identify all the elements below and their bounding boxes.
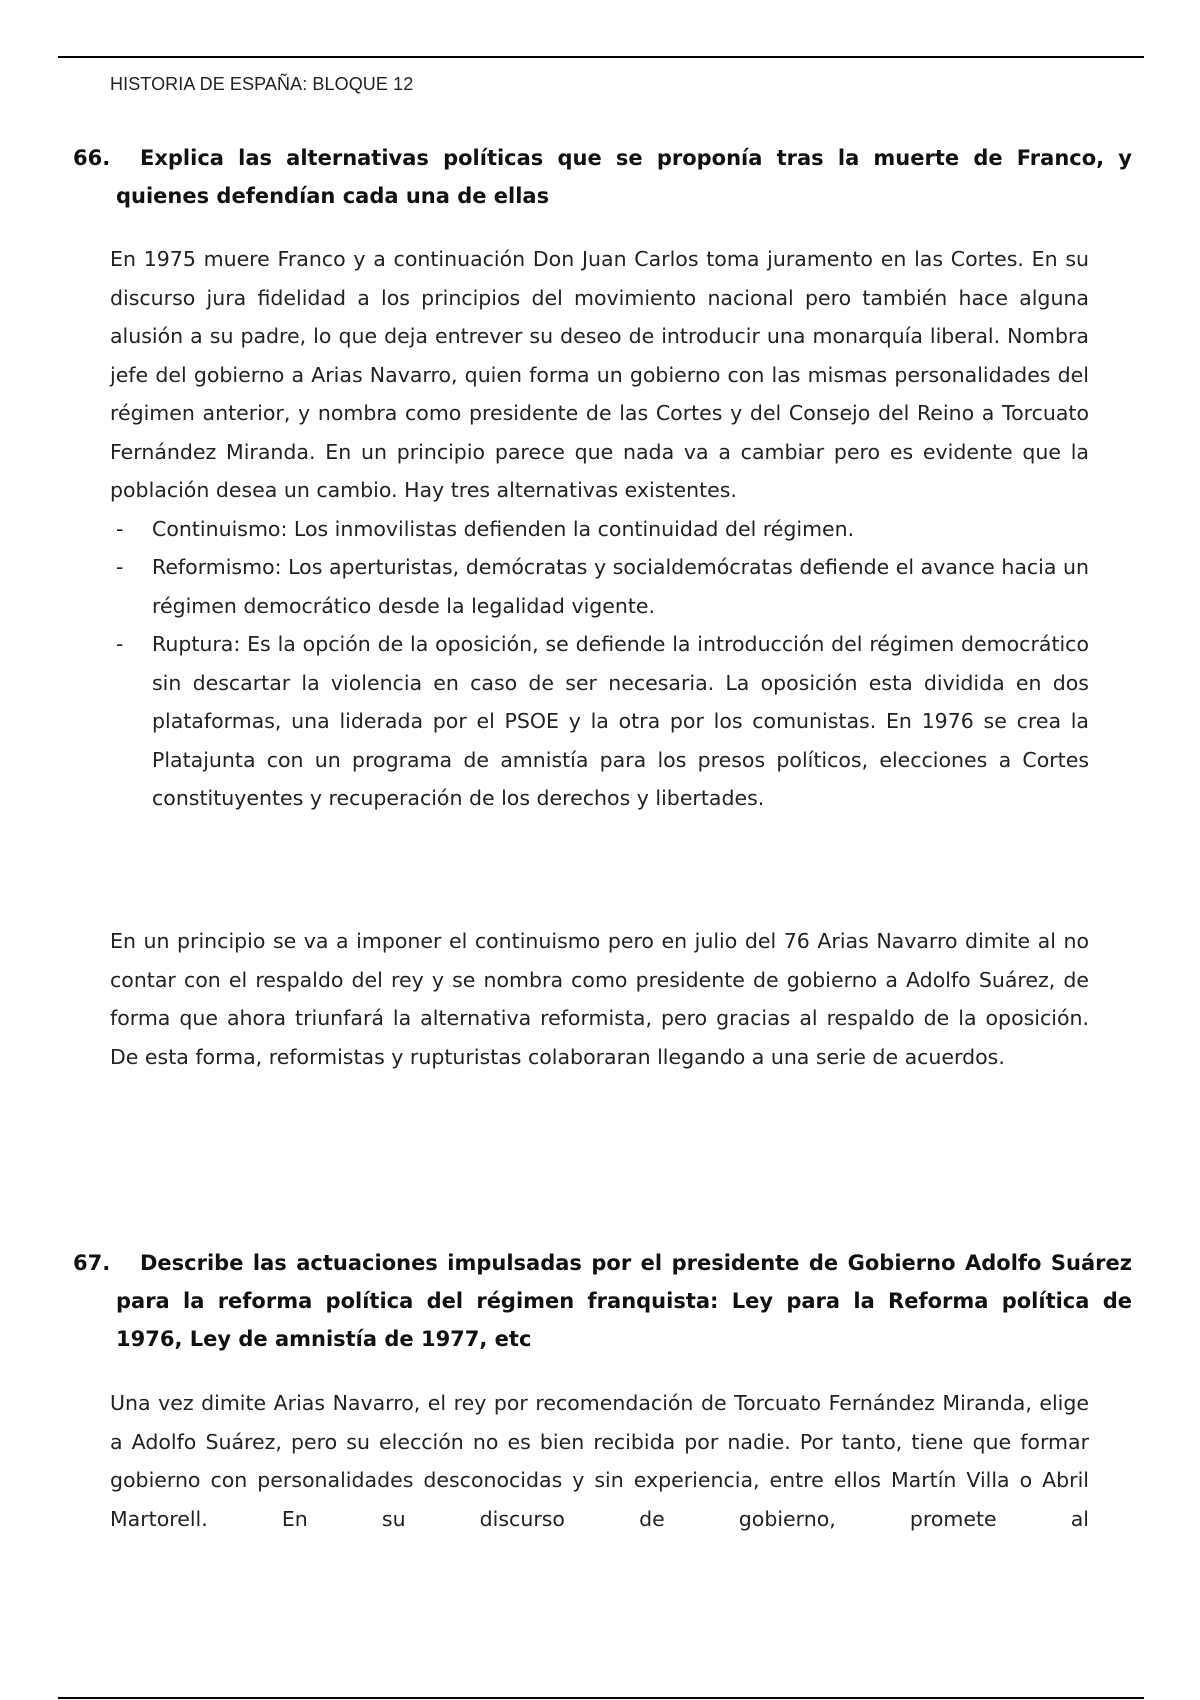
question-66-text: Explica las alternativas políticas que se proponía tras la muerte de Franco, y quienes defendían cada una de ellas — [116, 146, 1132, 208]
answer-67-text: Una vez dimite Arias Navarro, el rey por recomendación de Torcuato Fernández Miranda, elige a Adolfo Suárez, pero su elección no es bien recibida por nadie. Por tanto, tiene que formar gobierno con personalidades desconocidas y sin experiencia, entre ellos Martín Villa o Abril Martorell. En su discurso de gobierno, promete al — [110, 1391, 1089, 1531]
list-item-text: Reformismo: Los aperturistas, demócratas y socialdemócratas defiende el avance hacia un régimen democrático desde la legalidad vigente. — [152, 555, 1089, 618]
answer-66 — [110, 240, 1089, 818]
list-item — [110, 625, 1089, 818]
list-item — [110, 510, 1089, 549]
answer-66-conclusion — [110, 922, 1089, 1076]
list-bullet: - — [116, 632, 124, 656]
alternatives-list — [110, 510, 1089, 818]
question-67-text: Describe las actuaciones impulsadas por el presidente de Gobierno Adolfo Suárez para la reforma política del régimen franquista: Ley para la Reforma política de 1976, Ley de amnistía de 1977, etc — [116, 1251, 1132, 1351]
list-bullet: - — [116, 555, 124, 579]
question-67-number: 67. — [73, 1251, 111, 1275]
answer-67 — [110, 1384, 1089, 1538]
list-item-text: Ruptura: Es la opción de la oposición, se defiende la introducción del régimen democrático sin descartar la violencia en caso de ser necesaria. La oposición esta dividida en dos plataformas, una liderada por el PSOE y la otra por los comunistas. En 1976 se crea la Platajunta con un programa de amnistía para los presos políticos, elecciones a Cortes constituyentes y recuperación de los derechos y libertades. — [152, 632, 1089, 810]
list-bullet: - — [116, 516, 124, 541]
list-item — [110, 548, 1089, 625]
page-header: HISTORIA DE ESPAÑA: BLOQUE 12 — [110, 74, 414, 94]
question-66-heading — [73, 139, 1132, 215]
header-rule — [58, 56, 1144, 58]
answer-66-conclusion-text: En un principio se va a imponer el continuismo pero en julio del 76 Arias Navarro dimite al no contar con el respaldo del rey y se nombra como presidente de gobierno a Adolfo Suárez, de forma que ahora triunfará la alternativa reformista, pero gracias al respaldo de la oposición. De esta forma, reformistas y rupturistas colaboraran llegando a una serie de acuerdos. — [110, 929, 1089, 1069]
question-67-heading — [73, 1244, 1132, 1358]
list-item-text: Continuismo: Los inmovilistas defienden la continuidad del régimen. — [152, 516, 855, 541]
answer-66-intro: En 1975 muere Franco y a continuación Don Juan Carlos toma juramento en las Cortes. En su discurso jura fidelidad a los principios del movimiento nacional pero también hace alguna alusión a su padre, lo que deja entrever su deseo de introducir una monarquía liberal. Nombra jefe del gobierno a Arias Navarro, quien forma un gobierno con las mismas personalidades del régimen anterior, y nombra como presidente de las Cortes y del Consejo del Reino a Torcuato Fernández Miranda. En un principio parece que nada va a cambiar pero es evidente que la población desea un cambio. Hay tres alternativas existentes. — [110, 247, 1089, 502]
question-66-number: 66. — [73, 146, 111, 170]
footer-rule — [58, 1697, 1144, 1699]
